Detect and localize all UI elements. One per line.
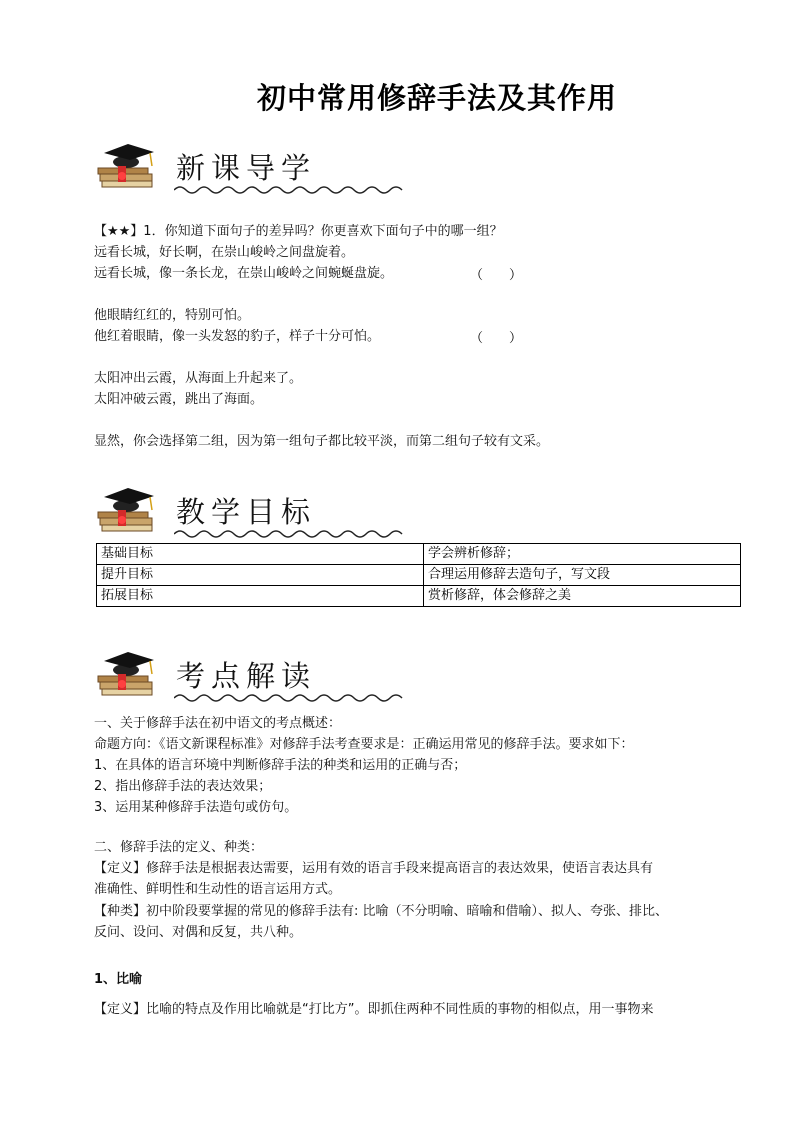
table-row bbox=[97, 586, 741, 607]
exam-heading-1: 一、关于修辞手法在初中语文的考点概述： bbox=[94, 716, 342, 731]
goals-table bbox=[96, 543, 741, 607]
subsection-title: 1、比喻 bbox=[94, 972, 143, 987]
exam-line: 命题方向：《语文新课程标准》对修辞手法考查要求是：正确运用常见的修辞手法。要求如下： bbox=[94, 737, 634, 752]
goal-label: 拓展目标 bbox=[97, 586, 424, 607]
exam-line: 3、运用某种修辞手法造句或仿句。 bbox=[94, 800, 298, 815]
sentence-c1: 太阳冲出云霞，从海面上升起来了。 bbox=[94, 371, 303, 386]
exam-line: 2、指出修辞手法的表达效果； bbox=[94, 779, 272, 794]
table-row bbox=[97, 544, 741, 565]
section-heading: 新课导学 bbox=[176, 151, 317, 185]
types-line: 【种类】初中阶段要掌握的常见的修辞手法有: 比喻（不分明喻、暗喻和借喻）、拟人、夸张、排比、 bbox=[94, 904, 669, 919]
wave-underline-decoration bbox=[174, 184, 404, 194]
conclusion-text: 显然，你会选择第二组，因为第一组句子都比较平淡，而第二组句子较有文采。 bbox=[94, 434, 550, 449]
goal-value: 合理运用修辞去造句子，写文段 bbox=[424, 565, 741, 586]
section-header-exam-points bbox=[96, 648, 416, 706]
section-header-new-lesson bbox=[96, 140, 416, 198]
definition-line: 准确性、鲜明性和生动性的语言运用方式。 bbox=[94, 882, 342, 897]
answer-blank-2[interactable]: （ ） bbox=[470, 331, 523, 346]
metaphor-definition-line: 【定义】比喻的特点及作用比喻就是“打比方”。即抓住两种不同性质的事物的相似点，用一事物来 bbox=[94, 1002, 654, 1017]
wave-underline-decoration bbox=[174, 692, 404, 702]
sentence-b1: 他眼睛红红的，特别可怕。 bbox=[94, 308, 251, 323]
sentence-a2: 远看长城，像一条长龙，在崇山峻岭之间蜿蜒盘旋。 bbox=[94, 266, 394, 281]
page-title: 初中常用修辞手法及其作用 bbox=[256, 81, 617, 115]
question-text: 【★★】1．你知道下面句子的差异吗？你更喜欢下面句子中的哪一组？ bbox=[94, 224, 503, 239]
answer-blank-1[interactable]: （ ） bbox=[470, 268, 523, 283]
sentence-b2: 他红着眼睛，像一头发怒的豹子，样子十分可怕。 bbox=[94, 329, 381, 344]
definition-line: 【定义】修辞手法是根据表达需要，运用有效的语言手段来提高语言的表达效果，使语言表达具有 bbox=[94, 861, 654, 876]
section-heading: 考点解读 bbox=[176, 659, 317, 693]
graduation-cap-books-icon bbox=[96, 140, 160, 192]
goal-value: 学会辨析修辞； bbox=[424, 544, 741, 565]
sentence-a1: 远看长城，好长啊，在崇山峻岭之间盘旋着。 bbox=[94, 245, 355, 260]
goal-value: 赏析修辞，体会修辞之美 bbox=[424, 586, 741, 607]
section-heading: 教学目标 bbox=[176, 495, 317, 529]
exam-line: 1、在具体的语言环境中判断修辞手法的种类和运用的正确与否； bbox=[94, 758, 467, 773]
graduation-cap-books-icon bbox=[96, 648, 160, 700]
sentence-c2: 太阳冲破云霞，跳出了海面。 bbox=[94, 392, 264, 407]
section-header-teaching-goals bbox=[96, 484, 416, 542]
graduation-cap-books-icon bbox=[96, 484, 160, 536]
goal-label: 提升目标 bbox=[97, 565, 424, 586]
goal-label: 基础目标 bbox=[97, 544, 424, 565]
types-line: 反问、设问、对偶和反复，共八种。 bbox=[94, 925, 303, 940]
wave-underline-decoration bbox=[174, 528, 404, 538]
exam-heading-2: 二、修辞手法的定义、种类： bbox=[94, 840, 264, 855]
table-row bbox=[97, 565, 741, 586]
